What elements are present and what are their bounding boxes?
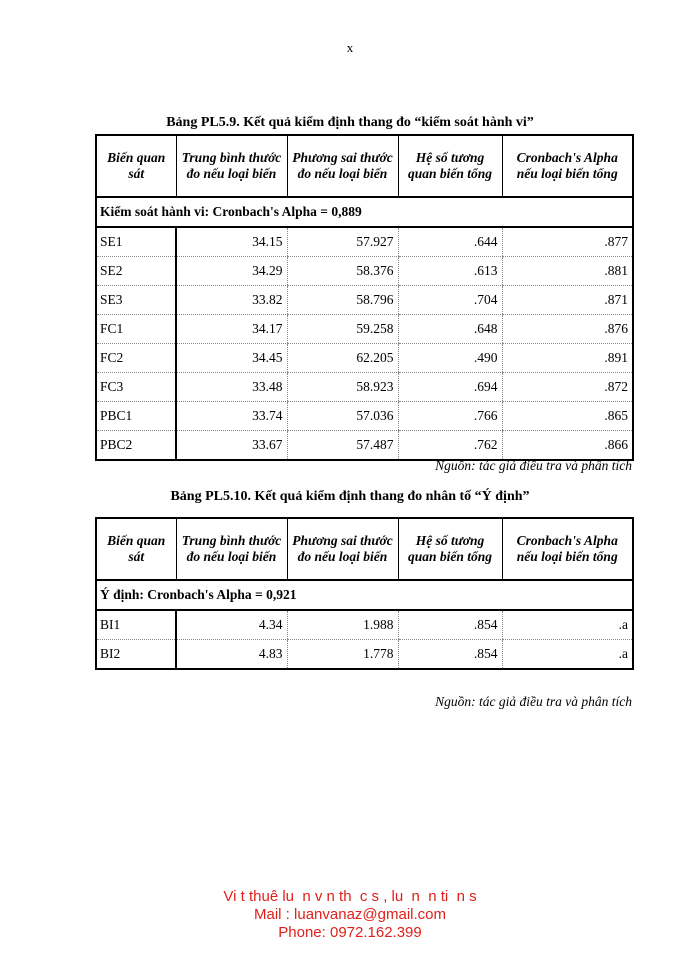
table-cell: 59.258: [287, 315, 398, 344]
table-cell: 33.48: [176, 373, 287, 402]
footer-phone: Phone: 0972.162.399: [278, 924, 422, 941]
table-cell: .881: [502, 257, 633, 286]
table-cell: 34.15: [176, 227, 287, 257]
table-row: [96, 402, 633, 431]
table-cell: .866: [502, 431, 633, 461]
table-cell: .a: [502, 610, 633, 640]
table-cell: SE3: [96, 286, 176, 315]
table2: [95, 517, 634, 670]
table-cell: .648: [398, 315, 502, 344]
table-cell: .891: [502, 344, 633, 373]
table-cell: PBC2: [96, 431, 176, 461]
table-cell: 33.74: [176, 402, 287, 431]
footer-line-1: Vi t thuê lu n v n th c s , lu n n ti n s: [223, 888, 477, 905]
table-cell: 57.487: [287, 431, 398, 461]
table-cell: 1.778: [287, 640, 398, 670]
table-cell: .613: [398, 257, 502, 286]
table2-header-cell: Biến quan sát: [96, 518, 176, 580]
table-cell: SE2: [96, 257, 176, 286]
table1-header-row: [96, 135, 633, 197]
table-cell: 34.29: [176, 257, 287, 286]
table2-header-row: [96, 518, 633, 580]
table-cell: 57.036: [287, 402, 398, 431]
table2-header-cell: Cronbach's Alpha nếu loại biến tổng: [502, 518, 633, 580]
page-number: x: [346, 40, 354, 55]
table-cell: FC2: [96, 344, 176, 373]
table-cell: 58.376: [287, 257, 398, 286]
table-row: [96, 286, 633, 315]
table-cell: .876: [502, 315, 633, 344]
table-cell: .871: [502, 286, 633, 315]
table-cell: .854: [398, 640, 502, 670]
table-cell: PBC1: [96, 402, 176, 431]
table1-group-row: [96, 197, 633, 227]
table2-source: Nguồn: tác giả điều tra và phân tích: [435, 694, 632, 709]
table-cell: 57.927: [287, 227, 398, 257]
table2-caption: Bảng PL5.10. Kết quả kiểm định thang đo nhân tố “Ý định”: [170, 489, 530, 504]
table-cell: 34.45: [176, 344, 287, 373]
table-cell: .704: [398, 286, 502, 315]
table-cell: .644: [398, 227, 502, 257]
table2-header-cell: Phương sai thước đo nếu loại biến: [287, 518, 398, 580]
table-row: [96, 640, 633, 670]
table-cell: .694: [398, 373, 502, 402]
table1-header-cell: Cronbach's Alpha nếu loại biến tổng: [502, 135, 633, 197]
table-cell: .766: [398, 402, 502, 431]
table1-header-cell: Trung bình thước đo nếu loại biến: [176, 135, 287, 197]
table-row: [96, 610, 633, 640]
table1: [95, 134, 634, 461]
table-row: [96, 315, 633, 344]
footer-ad: [0, 888, 700, 942]
table1-header-cell: Hệ số tương quan biến tổng: [398, 135, 502, 197]
table-cell: 58.923: [287, 373, 398, 402]
table-row: [96, 257, 633, 286]
table-cell: FC1: [96, 315, 176, 344]
table-cell: 58.796: [287, 286, 398, 315]
table2-header-cell: Hệ số tương quan biến tổng: [398, 518, 502, 580]
table-cell: FC3: [96, 373, 176, 402]
table1-header-cell: Phương sai thước đo nếu loại biến: [287, 135, 398, 197]
table-cell: 34.17: [176, 315, 287, 344]
table2-header-cell: Trung bình thước đo nếu loại biến: [176, 518, 287, 580]
table-cell: BI1: [96, 610, 176, 640]
footer-email: Mail : luanvanaz@gmail.com: [254, 906, 446, 923]
table-cell: .865: [502, 402, 633, 431]
table-cell: 33.67: [176, 431, 287, 461]
table-cell: BI2: [96, 640, 176, 670]
table-cell: .762: [398, 431, 502, 461]
table-row: [96, 227, 633, 257]
table-cell: 4.34: [176, 610, 287, 640]
table-cell: 62.205: [287, 344, 398, 373]
table1-caption: Bảng PL5.9. Kết quả kiểm định thang đo “kiểm soát hành vi”: [166, 115, 534, 130]
table1-header-cell: Biến quan sát: [96, 135, 176, 197]
table-row: [96, 344, 633, 373]
table-cell: .872: [502, 373, 633, 402]
table-cell: .854: [398, 610, 502, 640]
table-cell: 1.988: [287, 610, 398, 640]
table-row: [96, 431, 633, 461]
table-cell: .a: [502, 640, 633, 670]
table-cell: 4.83: [176, 640, 287, 670]
table1-group-label: Kiểm soát hành vi: Cronbach's Alpha = 0,889: [96, 197, 633, 227]
table1-source: Nguồn: tác giả điều tra và phân tích: [435, 458, 632, 473]
table-cell: .490: [398, 344, 502, 373]
table2-group-label: Ý định: Cronbach's Alpha = 0,921: [96, 580, 633, 610]
table-cell: 33.82: [176, 286, 287, 315]
table-row: [96, 373, 633, 402]
table2-group-row: [96, 580, 633, 610]
table-cell: SE1: [96, 227, 176, 257]
table-cell: .877: [502, 227, 633, 257]
